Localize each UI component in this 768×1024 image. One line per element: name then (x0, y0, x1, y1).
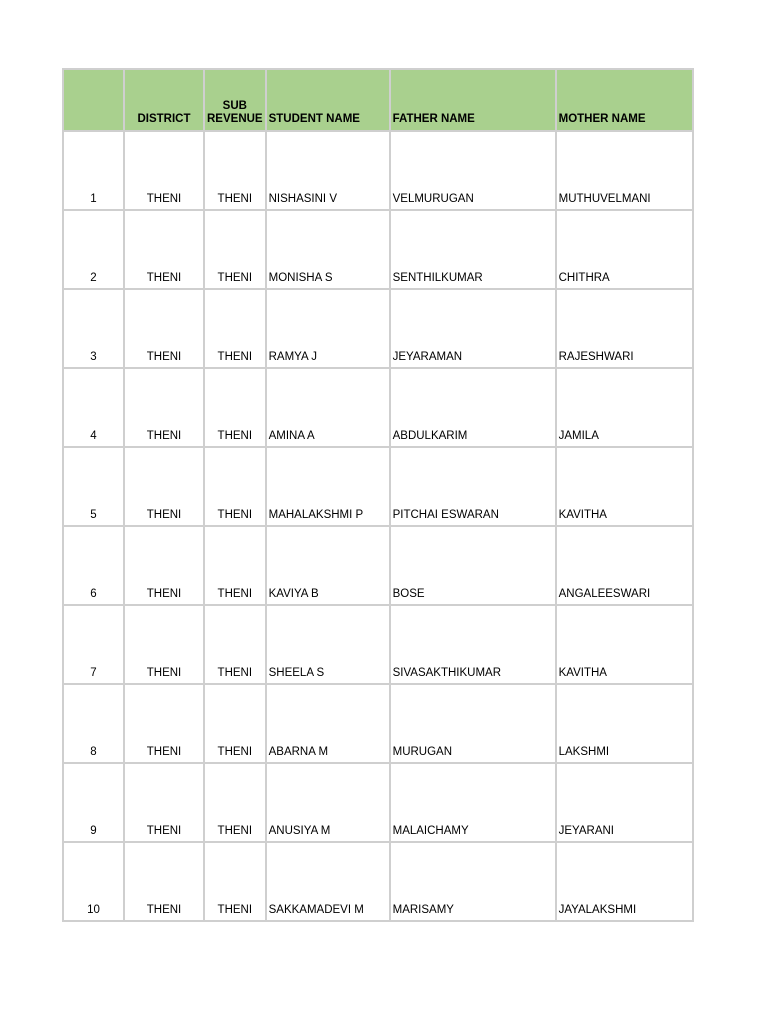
cell-mother-name: RAJESHWARI (556, 289, 693, 368)
cell-father-name: PITCHAI ESWARAN (390, 447, 556, 526)
cell-father-name: BOSE (390, 526, 556, 605)
cell-district: THENI (124, 289, 204, 368)
table-row (63, 684, 693, 763)
table-header (63, 69, 693, 131)
table-row (63, 368, 693, 447)
table-row (63, 842, 693, 921)
cell-district: THENI (124, 763, 204, 842)
cell-mother-name: KAVITHA (556, 605, 693, 684)
cell-sub-revenue: THENI (204, 605, 266, 684)
cell-sno: 6 (63, 526, 124, 605)
cell-district: THENI (124, 368, 204, 447)
table-row (63, 447, 693, 526)
cell-mother-name: ANGALEESWARI (556, 526, 693, 605)
cell-student-name: MAHALAKSHMI P (266, 447, 390, 526)
cell-mother-name: CHITHRA (556, 210, 693, 289)
cell-mother-name: KAVITHA (556, 447, 693, 526)
cell-student-name: RAMYA J (266, 289, 390, 368)
cell-district: THENI (124, 684, 204, 763)
cell-sno: 5 (63, 447, 124, 526)
cell-mother-name: MUTHUVELMANI (556, 131, 693, 210)
cell-student-name: SAKKAMADEVI M (266, 842, 390, 921)
cell-father-name: ABDULKARIM (390, 368, 556, 447)
cell-sno: 2 (63, 210, 124, 289)
cell-father-name: MALAICHAMY (390, 763, 556, 842)
table-row (63, 289, 693, 368)
cell-mother-name: JAYALAKSHMI (556, 842, 693, 921)
cell-sub-revenue: THENI (204, 763, 266, 842)
cell-student-name: ABARNA M (266, 684, 390, 763)
cell-mother-name: LAKSHMI (556, 684, 693, 763)
cell-father-name: SIVASAKTHIKUMAR (390, 605, 556, 684)
cell-district: THENI (124, 842, 204, 921)
table-row (63, 131, 693, 210)
cell-student-name: SHEELA S (266, 605, 390, 684)
header-father-name: FATHER NAME (390, 69, 556, 131)
cell-sub-revenue: THENI (204, 526, 266, 605)
cell-sub-revenue: THENI (204, 842, 266, 921)
table-row (63, 763, 693, 842)
cell-sub-revenue: THENI (204, 368, 266, 447)
cell-sub-revenue: THENI (204, 210, 266, 289)
cell-father-name: MURUGAN (390, 684, 556, 763)
header-sno (63, 69, 124, 131)
cell-student-name: AMINA A (266, 368, 390, 447)
header-sub-revenue (204, 69, 266, 131)
cell-sub-revenue: THENI (204, 447, 266, 526)
header-district: DISTRICT (124, 69, 204, 131)
cell-student-name: KAVIYA B (266, 526, 390, 605)
cell-sno: 8 (63, 684, 124, 763)
cell-sno: 4 (63, 368, 124, 447)
table-body (63, 131, 693, 921)
cell-student-name: ANUSIYA M (266, 763, 390, 842)
cell-sno: 1 (63, 131, 124, 210)
student-table (62, 68, 694, 922)
cell-father-name: JEYARAMAN (390, 289, 556, 368)
cell-sno: 10 (63, 842, 124, 921)
cell-sno: 7 (63, 605, 124, 684)
cell-student-name: MONISHA S (266, 210, 390, 289)
cell-sno: 3 (63, 289, 124, 368)
cell-father-name: SENTHILKUMAR (390, 210, 556, 289)
cell-district: THENI (124, 210, 204, 289)
cell-district: THENI (124, 131, 204, 210)
cell-sno: 9 (63, 763, 124, 842)
table-row (63, 526, 693, 605)
table-row (63, 605, 693, 684)
table-row (63, 210, 693, 289)
header-mother-name: MOTHER NAME (556, 69, 693, 131)
cell-district: THENI (124, 447, 204, 526)
cell-district: THENI (124, 526, 204, 605)
header-sub-revenue-line1: SUB (222, 100, 247, 112)
cell-mother-name: JEYARANI (556, 763, 693, 842)
header-row (63, 69, 693, 131)
cell-sub-revenue: THENI (204, 684, 266, 763)
cell-sub-revenue: THENI (204, 131, 266, 210)
cell-district: THENI (124, 605, 204, 684)
cell-father-name: MARISAMY (390, 842, 556, 921)
header-student-name: STUDENT NAME (266, 69, 390, 131)
cell-mother-name: JAMILA (556, 368, 693, 447)
cell-sub-revenue: THENI (204, 289, 266, 368)
header-sub-revenue-line2: REVENUE (207, 113, 263, 125)
cell-father-name: VELMURUGAN (390, 131, 556, 210)
cell-student-name: NISHASINI V (266, 131, 390, 210)
